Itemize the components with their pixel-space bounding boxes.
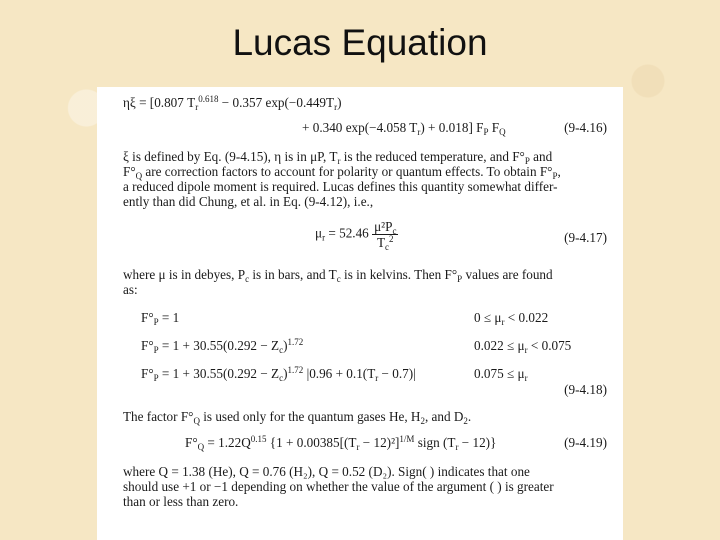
paragraph-4-line3: than or less than zero. [123,494,239,509]
equation-number-9-4-16: (9-4.16) [564,120,607,135]
paragraph-1-line2: $F^\circ_Q$ are correction factors to account for polarity or quantum effects. To obtain $F^\circ_P$, [123,164,561,181]
paragraph-1-line4: ently than did Chung, et al. in Eq. (9-4.12), i.e., [123,194,374,209]
equation-9-4-19: $F^\circ_Q = 1.22Q^{0.15}$ {$1 + 0.00385[(T_r - 12)^2]^{1/M}$ sign $(T_r - 12)$} [185,434,497,452]
case-row-3: $F^\circ_P = 1 + 30.55(0.292 - Z_c)^{1.72}$ $|0.96 + 0.1(T_r - 0.7)|$ [141,365,416,383]
equation-number-9-4-17: (9-4.17) [564,230,607,245]
case-row-3-condition: $0.075 \le \mu_r$ [474,366,528,383]
case-row-1-condition: $0 \le \mu_r < 0.022$ [474,310,549,327]
document-page [97,87,623,540]
slide-title: Lucas Equation [232,22,488,63]
equation-number-9-4-18: (9-4.18) [564,382,607,397]
case-row-2: $F^\circ_P = 1 + 30.55(0.292 - Z_c)^{1.72}$ [141,337,304,355]
equation-9-4-16-line2: + 0.340 exp(−4.058 $T_r) + 0.018$] $F_P$ $F_Q$ [302,120,506,137]
paragraph-4-line2: should use +1 or −1 depending on whether the value of the argument ( ) is greater [123,479,554,494]
case-row-2-condition: $0.022 \le \mu_r < 0.075$ [474,338,572,355]
paragraph-2-line1: where μ is in debyes, $P_c$ is in bars, and $T_c$ is in kelvins. Then $F^\circ_P$ values are found [123,267,553,284]
paragraph-4-line1: where Q = 1.38 (He), Q = 0.76 (H₂), Q = 0.52 (D₂). Sign( ) indicates that one [123,464,530,479]
equation-9-4-16-line1: ηξ = [0.807 $T_r^{0.618} - 0.357$ $\exp(-0.449T_r)$ [123,94,342,112]
paragraph-1-line1: ξ is defined by Eq. (9-4.15), η is in μP, $T_r$ is the reduced temperature, and $F^\circ_P$ and [123,149,553,166]
case-row-1: $F^\circ_P = 1$ [141,310,180,327]
equation-number-9-4-19: (9-4.19) [564,435,607,450]
paragraph-2-line2: as: [123,282,138,297]
paragraph-1-line3: a reduced dipole moment is required. Lucas defines this quantity somewhat differ- [123,179,558,194]
equation-9-4-17: $\mu_r = 52.46$ $\frac{\mu^2P_c}{T_c^2}$ [315,219,397,252]
paragraph-3: The factor $F^\circ_Q$ is used only for the quantum gases He, $H_2$, and $D_2$. [123,409,472,426]
